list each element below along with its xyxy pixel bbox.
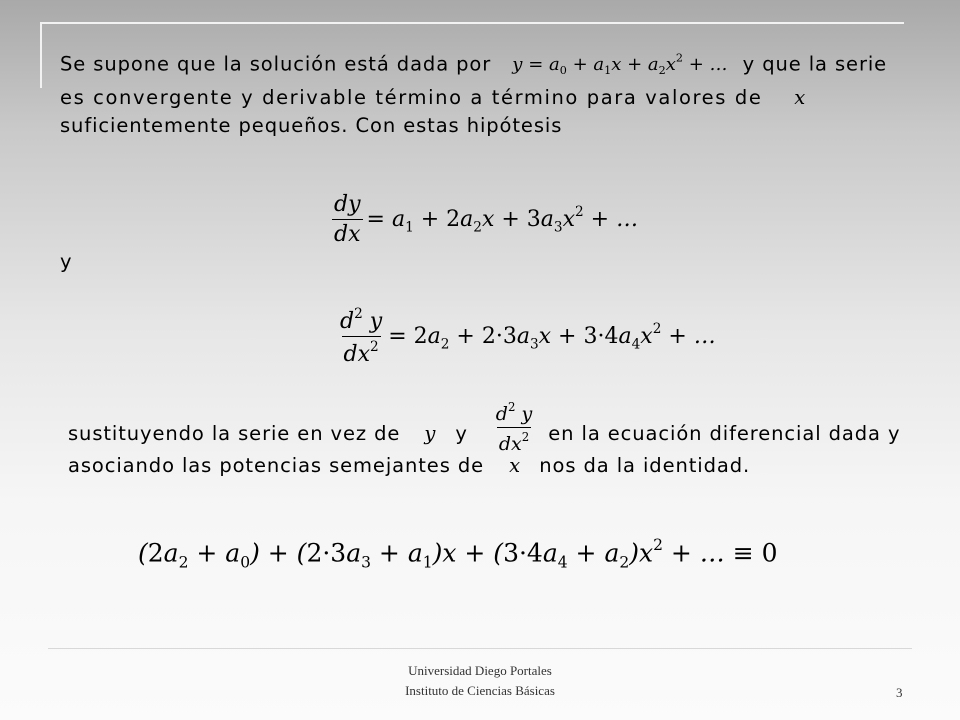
paragraph-1-line-2-text: es convergente y derivable término a término para valores de (60, 86, 763, 109)
identity-rhs: 0 (761, 538, 778, 568)
footer-university: Universidad Diego Portales (408, 663, 552, 678)
slide-frame-left-border (40, 22, 42, 88)
inline-fraction-d2y-dx2: $\frac{d^2 y}{dx^2}$ (495, 400, 533, 455)
fraction-numerator: dy (334, 192, 361, 217)
fraction-denominator: dx (332, 219, 363, 247)
paragraph-1-line-3: suficientemente pequeños. Con estas hipótesis (60, 114, 563, 137)
variable-x: x (794, 86, 806, 109)
conjunction-y: y (60, 250, 73, 273)
paragraph-1-line-2 (60, 86, 805, 109)
paragraph-1-line-1 (60, 52, 887, 78)
fraction-numerator: $d^2$ y (340, 306, 383, 335)
paragraph-2-line-1-start: sustituyendo la serie en vez de (68, 421, 401, 445)
paragraph-2-line-1-conj: y (455, 421, 468, 445)
equation-first-derivative: $\frac{dy}{dx}$ = $a_1 + 2a_2x + 3a_3x^2$ + … (334, 192, 639, 247)
paragraph-2-line-2-end: nos da la identidad. (539, 454, 751, 477)
paragraph-1-line-1-end: y que la serie (742, 52, 888, 76)
paragraph-1-line-1-start: Se supone que la solución está dada por (60, 52, 492, 76)
paragraph-2-line-1-end: en la ecuación diferencial dada y (548, 421, 901, 445)
series-formula: $y = a_0 + a_1x + a_2x^2$ + … (512, 52, 728, 78)
variable-x: x (509, 454, 521, 477)
footer-divider (48, 648, 912, 649)
paragraph-2-line-1 (68, 400, 901, 455)
variable-y: y (424, 421, 436, 445)
paragraph-2-line-2 (68, 454, 750, 477)
fraction-d2y-dx2 (338, 306, 384, 367)
slide-frame-top-border (40, 22, 904, 24)
equation-second-derivative: $\frac{d^2 y}{dx^2}$ = $2a_2 + 2\cdot 3a_3x + 3\cdot 4a_4x^2$ + … (340, 306, 716, 368)
equation-identity: $(2a_2 + a_0) + (2\cdot 3a_3 + a_1)x + (3\cdot 4a_4 + a_2)x^2$ + … ≡ 0 (138, 536, 778, 572)
paragraph-2-line-2-start: asociando las potencias semejantes de (68, 454, 485, 477)
footer-institute: Instituto de Ciencias Básicas (405, 683, 555, 698)
page-number: 3 (896, 685, 903, 700)
ellipsis: … (709, 54, 728, 76)
fraction-denominator: $dx^2$ (342, 336, 381, 367)
fraction-dy-dx (332, 192, 363, 247)
